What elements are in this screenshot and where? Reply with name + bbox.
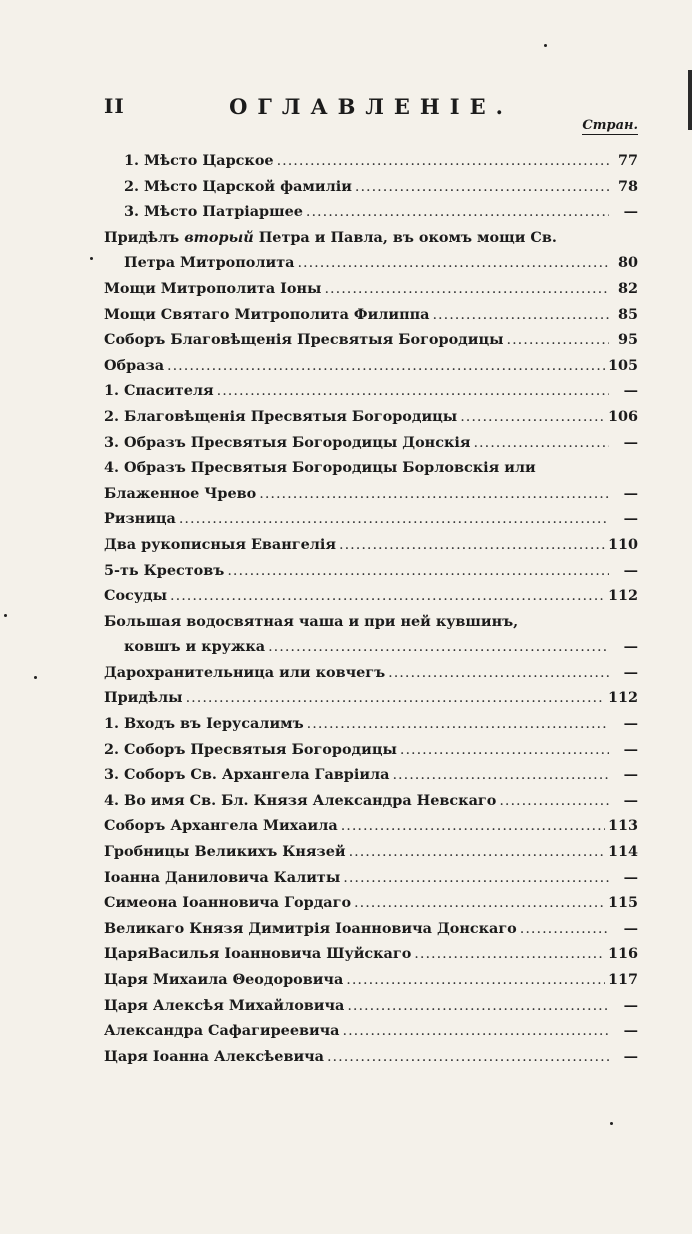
toc-entry-text: ЦаряВасилья Іоанновича Шуйскаго xyxy=(104,945,412,963)
toc-entry xyxy=(104,378,638,404)
toc-entry-page: 115 xyxy=(607,894,638,912)
leader-dots xyxy=(259,482,609,508)
leader-dots xyxy=(268,635,609,661)
leader-dots xyxy=(341,814,605,840)
toc-entry-page: — xyxy=(623,1022,638,1040)
leader-dots xyxy=(339,533,605,559)
toc-entry-text: Сосуды xyxy=(104,587,168,605)
leader-dots xyxy=(400,738,609,764)
toc-entry xyxy=(104,711,638,737)
toc-entry-text: Мощи Митрополита Іоны xyxy=(104,279,322,297)
toc-entry-text: ковшъ и кружка xyxy=(124,638,266,656)
toc-entry-text: 5-ть Крестовъ xyxy=(104,561,225,579)
toc-entry-text: Петра Митрополита xyxy=(124,254,295,272)
toc-entry-page: — xyxy=(623,203,638,221)
leader-dots xyxy=(392,763,609,789)
toc-entry xyxy=(104,993,638,1019)
leader-dots xyxy=(460,405,605,431)
toc-entry xyxy=(104,225,638,251)
toc-entry-text: Соборъ Благовѣщенія Пресвятыя Богородицы xyxy=(104,331,504,349)
toc-entry-text: Царя Алексѣя Михайловича xyxy=(104,996,345,1014)
toc-entry-text: 2. Благовѣщенія Пресвятыя Богородицы xyxy=(104,407,458,425)
toc-entry-text: 1. Спасителя xyxy=(104,382,214,400)
toc-entry-text: 3. Соборъ Св. Архангела Гавріила xyxy=(104,766,390,784)
leader-dots xyxy=(343,866,609,892)
table-of-contents xyxy=(104,148,638,1069)
toc-entry-text: Гробницы Великихъ Князей xyxy=(104,843,346,861)
toc-entry-page: 116 xyxy=(607,945,638,963)
leader-dots xyxy=(306,200,609,226)
toc-entry-text: Александра Сафагиреевича xyxy=(104,1022,340,1040)
toc-entry xyxy=(104,506,638,532)
toc-entry-page: 95 xyxy=(617,331,638,349)
toc-entry-text: Іоанна Даниловича Калиты xyxy=(104,868,341,886)
toc-entry xyxy=(104,327,638,353)
leader-dots xyxy=(307,712,609,738)
toc-entry-text: 1. Мѣсто Царское xyxy=(124,152,274,169)
toc-entry-page: 85 xyxy=(617,305,638,323)
page-title: ОГЛАВЛЕНІЕ. xyxy=(229,94,513,119)
toc-entry-page: — xyxy=(623,715,638,733)
toc-entry-text: Блаженное Чрево xyxy=(104,484,257,502)
toc-entry xyxy=(104,967,638,993)
toc-entry xyxy=(104,1044,638,1070)
leader-dots xyxy=(217,379,609,405)
leader-dots xyxy=(324,277,609,303)
toc-entry-page: — xyxy=(623,996,638,1014)
toc-entry-page: — xyxy=(623,1047,638,1065)
toc-entry-text: 3. Мѣсто Патріаршее xyxy=(124,203,303,221)
print-speck xyxy=(90,257,93,260)
toc-entry xyxy=(104,481,638,507)
leader-dots xyxy=(343,1019,610,1045)
leader-dots xyxy=(186,686,605,712)
toc-entry-text: 3. Образъ Пресвятыя Богородицы Донскія xyxy=(104,433,471,451)
toc-entry-text: Образа xyxy=(104,356,165,374)
leader-dots xyxy=(414,942,605,968)
toc-entry-text: Царя Іоанна Алексѣевича xyxy=(104,1047,324,1065)
toc-entry xyxy=(104,250,638,276)
toc-entry-page: 112 xyxy=(607,689,638,707)
leader-dots xyxy=(227,559,609,585)
toc-entry xyxy=(104,1018,638,1044)
toc-entry-page: — xyxy=(623,382,638,400)
toc-entry-text: 2. Соборъ Пресвятыя Богородицы xyxy=(104,740,397,758)
toc-entry xyxy=(104,199,638,225)
leader-dots xyxy=(507,328,609,354)
toc-entry-text: Симеона Іоанновича Гордаго xyxy=(104,894,352,912)
toc-entry-page: — xyxy=(623,663,638,681)
toc-entry-text: Ризница xyxy=(104,510,176,528)
leader-dots xyxy=(170,584,605,610)
leader-dots xyxy=(346,968,605,994)
toc-entry-page: 112 xyxy=(607,587,638,605)
page-edge-shadow xyxy=(688,70,692,130)
toc-entry-page: 114 xyxy=(607,843,638,861)
toc-entry-text: Мощи Святаго Митрополита Филиппа xyxy=(104,305,430,323)
toc-entry-page: 106 xyxy=(607,407,638,425)
toc-entry-text: Два рукописныя Евангелія xyxy=(104,535,337,553)
print-speck xyxy=(34,676,37,679)
leader-dots xyxy=(499,789,609,815)
toc-entry-page: — xyxy=(623,766,638,784)
toc-entry xyxy=(104,353,638,379)
toc-entry-page: 80 xyxy=(617,254,638,272)
toc-entry-text: Дарохранительница или ковчегъ xyxy=(104,663,386,681)
leader-dots xyxy=(349,840,605,866)
leader-dots xyxy=(347,994,609,1020)
toc-entry-page: 78 xyxy=(617,177,638,195)
toc-entry xyxy=(104,634,638,660)
toc-entry-page: — xyxy=(623,868,638,886)
toc-entry xyxy=(104,558,638,584)
toc-entry xyxy=(104,788,638,814)
toc-entry xyxy=(104,685,638,711)
leader-dots xyxy=(520,917,609,943)
leader-dots xyxy=(167,354,605,380)
toc-entry xyxy=(104,430,638,456)
page-number: II xyxy=(104,94,125,118)
toc-entry xyxy=(104,174,638,200)
toc-entry xyxy=(104,737,638,763)
toc-entry xyxy=(104,660,638,686)
toc-entry xyxy=(104,865,638,891)
print-speck xyxy=(610,1122,613,1125)
toc-entry xyxy=(104,148,638,174)
toc-entry-text: Соборъ Архангела Михаила xyxy=(104,817,338,835)
print-speck xyxy=(4,614,7,617)
toc-entry xyxy=(104,762,638,788)
leader-dots xyxy=(432,303,609,329)
toc-entry xyxy=(104,404,638,430)
toc-entry-page: — xyxy=(623,791,638,809)
toc-entry-page: 82 xyxy=(617,279,638,297)
toc-entry-text: Придѣлы xyxy=(104,689,183,707)
toc-entry xyxy=(104,532,638,558)
leader-dots xyxy=(354,891,605,917)
leader-dots xyxy=(297,251,609,277)
toc-entry-text: Царя Михаила Θеодоровича xyxy=(104,971,344,988)
toc-entry-text: 1. Входъ въ Іерусалимъ xyxy=(104,715,304,733)
page-column-label: Стран. xyxy=(582,118,638,133)
toc-entry-page: — xyxy=(623,740,638,758)
toc-entry xyxy=(104,813,638,839)
toc-entry xyxy=(104,276,638,302)
toc-entry xyxy=(104,302,638,328)
toc-entry xyxy=(104,583,638,609)
toc-entry-page: — xyxy=(623,510,638,528)
toc-entry-page: — xyxy=(623,484,638,502)
toc-entry-page: 105 xyxy=(607,356,638,374)
toc-entry-text: Большая водосвятная чаша и при ней кувшинъ, xyxy=(104,612,519,630)
toc-entry-text: 2. Мѣсто Царской фамиліи xyxy=(124,177,352,195)
leader-dots xyxy=(473,431,609,457)
leader-dots xyxy=(388,661,609,687)
toc-entry-page: 77 xyxy=(617,152,638,169)
toc-entry-text: 4. Во имя Св. Бл. Князя Александра Невскаго xyxy=(104,791,497,809)
page-header xyxy=(104,94,638,124)
toc-entry-text: Великаго Князя Димитрія Іоанновича Донскаго xyxy=(104,919,517,937)
toc-entry-page: — xyxy=(623,433,638,451)
toc-entry-page: 117 xyxy=(607,971,638,988)
print-speck xyxy=(544,44,547,47)
leader-dots xyxy=(179,507,609,533)
toc-entry xyxy=(104,839,638,865)
toc-entry xyxy=(104,890,638,916)
toc-entry xyxy=(104,455,638,481)
toc-entry xyxy=(104,916,638,942)
leader-dots xyxy=(355,175,609,201)
toc-entry-text: 4. Образъ Пресвятыя Богородицы Борловскія или xyxy=(104,459,536,477)
toc-entry-page: — xyxy=(623,561,638,579)
toc-entry-page: — xyxy=(623,638,638,656)
leader-dots xyxy=(327,1045,609,1071)
toc-entry-page: 110 xyxy=(607,535,638,553)
toc-entry xyxy=(104,609,638,635)
toc-entry-page: — xyxy=(623,919,638,937)
toc-entry xyxy=(104,941,638,967)
leader-dots xyxy=(277,149,609,175)
toc-entry-text: Придѣлъ вторый Петра и Павла, въ окомъ мощи Св. xyxy=(104,228,557,246)
toc-entry-page: 113 xyxy=(607,817,638,835)
